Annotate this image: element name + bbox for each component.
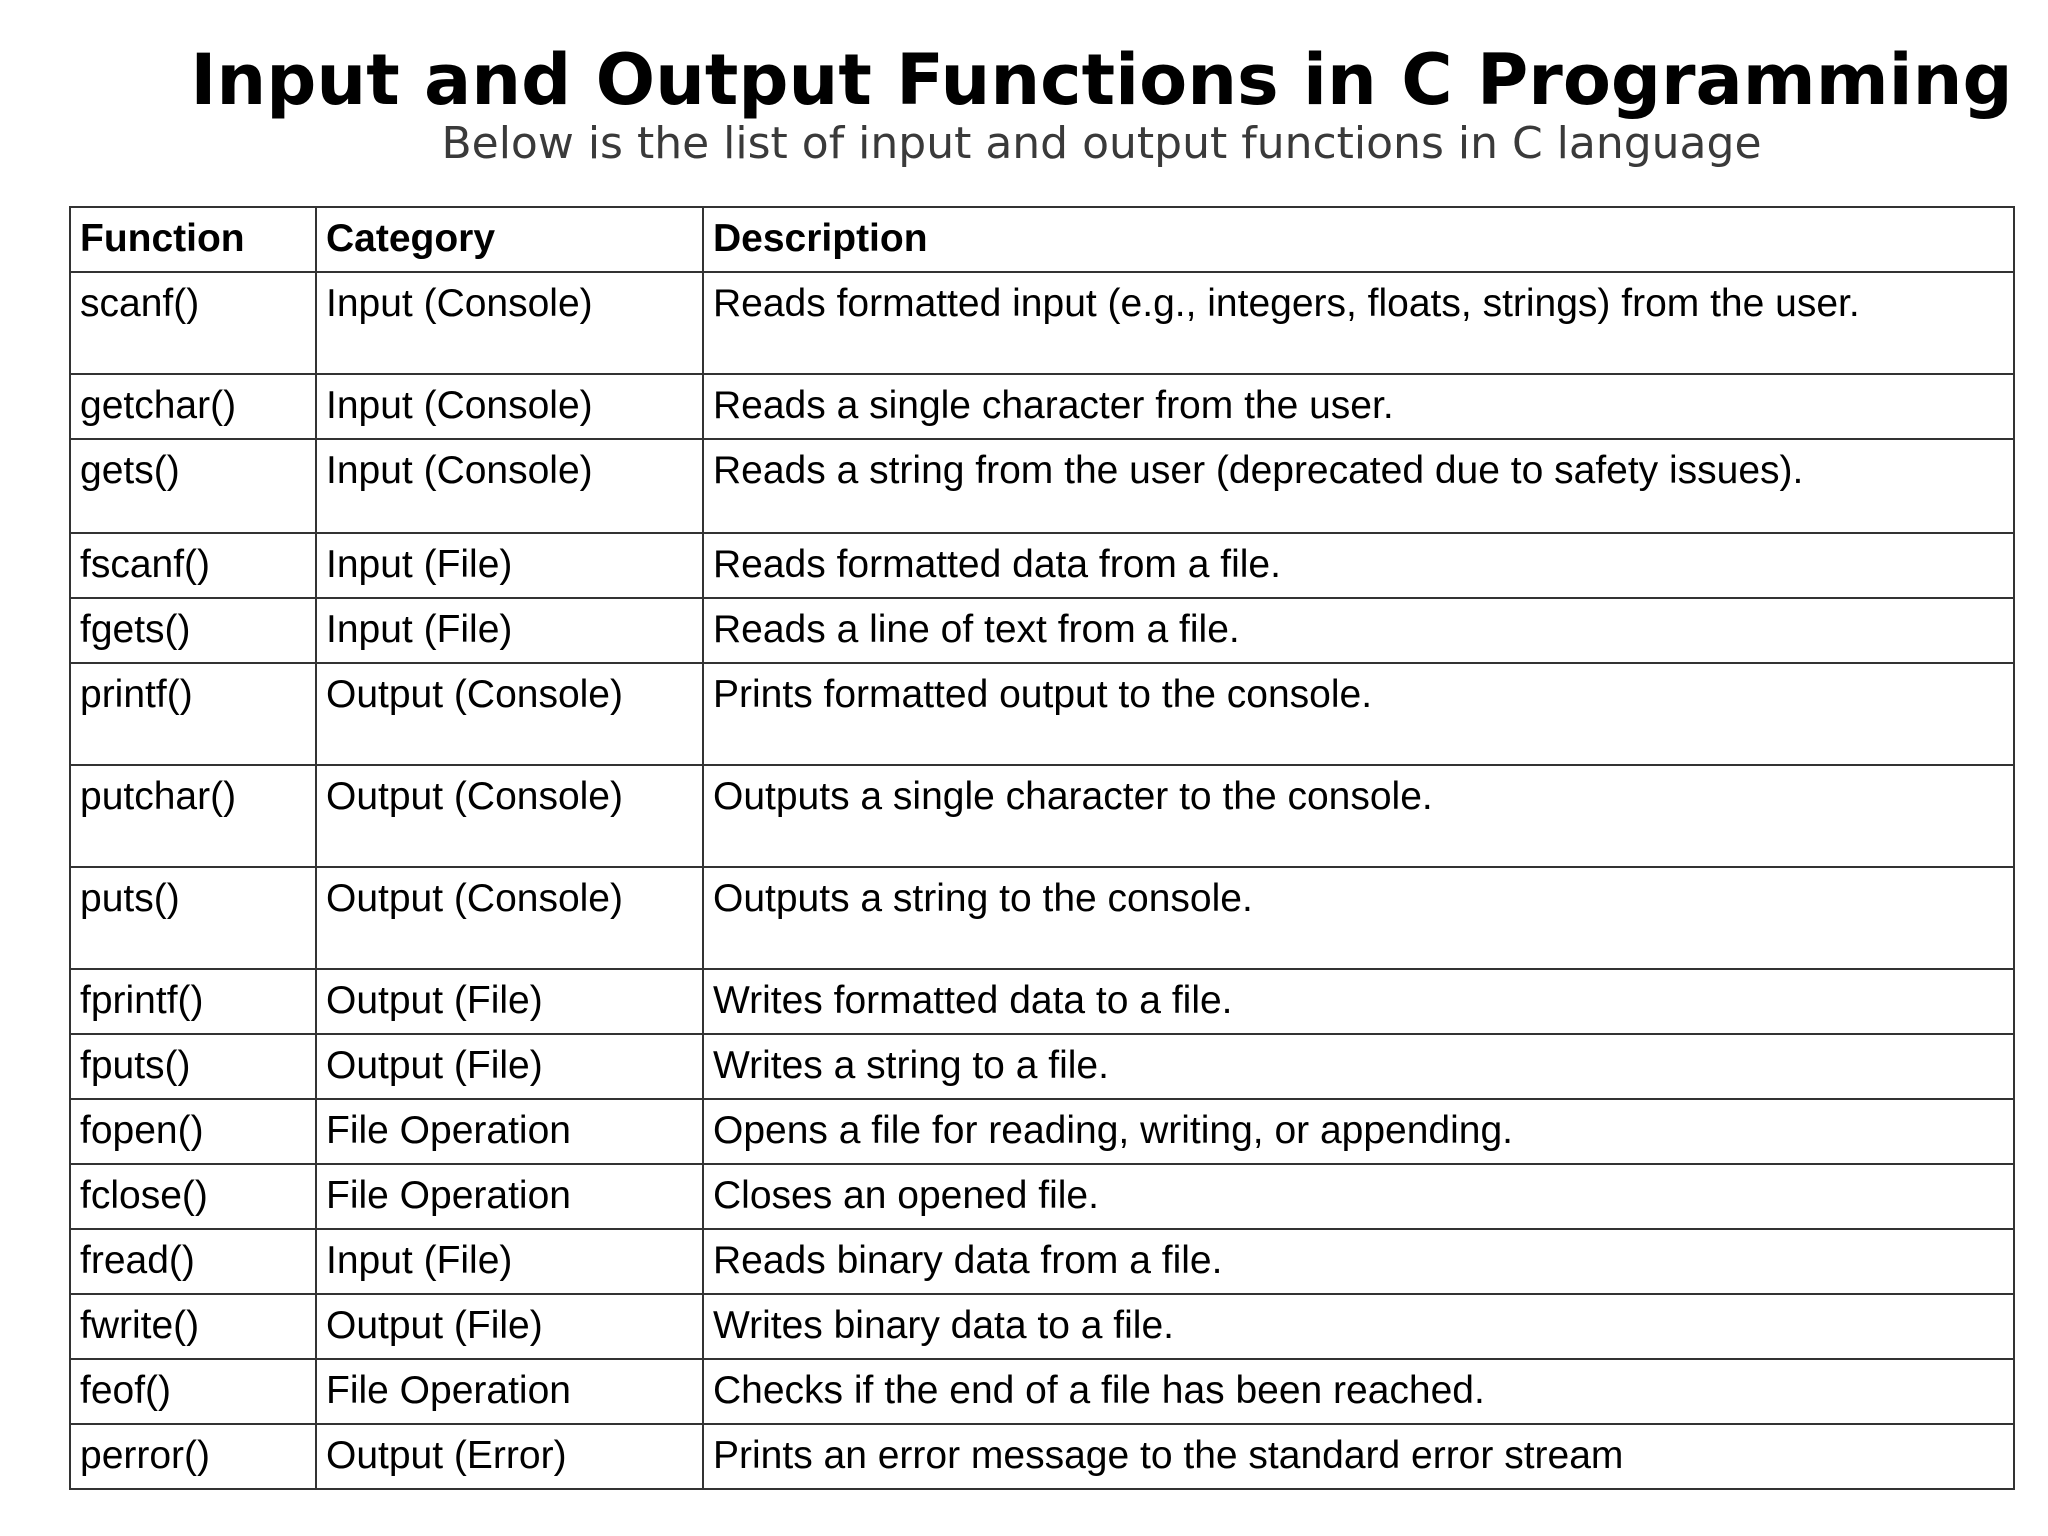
cell-category: File Operation — [316, 1164, 703, 1229]
cell-description: Reads formatted data from a file. — [703, 533, 2014, 598]
cell-description: Writes binary data to a file. — [703, 1294, 2014, 1359]
cell-category: Input (Console) — [316, 272, 703, 374]
table-row — [70, 1034, 2014, 1099]
header-function: Function — [70, 207, 316, 272]
cell-category: Output (File) — [316, 1294, 703, 1359]
table-row — [70, 1294, 2014, 1359]
page-subtitle: Below is the list of input and output functions in C language — [441, 118, 1762, 169]
table-row — [70, 1229, 2014, 1294]
cell-description: Reads a line of text from a file. — [703, 598, 2014, 663]
table-row — [70, 867, 2014, 969]
cell-category: File Operation — [316, 1359, 703, 1424]
cell-function: fprintf() — [70, 969, 316, 1034]
table-row — [70, 1359, 2014, 1424]
cell-function: fopen() — [70, 1099, 316, 1164]
cell-category: Input (Console) — [316, 439, 703, 533]
cell-category: Output (File) — [316, 1034, 703, 1099]
cell-function: getchar() — [70, 374, 316, 439]
cell-function: feof() — [70, 1359, 316, 1424]
cell-category: Input (File) — [316, 533, 703, 598]
cell-category: Output (Console) — [316, 663, 703, 765]
table-row — [70, 1099, 2014, 1164]
cell-category: Input (Console) — [316, 374, 703, 439]
cell-function: fscanf() — [70, 533, 316, 598]
cell-description: Reads a single character from the user. — [703, 374, 2014, 439]
functions-table — [69, 206, 2015, 1490]
cell-category: Output (Console) — [316, 765, 703, 867]
cell-description: Opens a file for reading, writing, or appending. — [703, 1099, 2014, 1164]
header-description: Description — [703, 207, 2014, 272]
cell-function: putchar() — [70, 765, 316, 867]
table-row — [70, 272, 2014, 374]
cell-category: File Operation — [316, 1099, 703, 1164]
cell-description: Reads formatted input (e.g., integers, floats, strings) from the user. — [703, 272, 2014, 374]
cell-function: fwrite() — [70, 1294, 316, 1359]
cell-function: fclose() — [70, 1164, 316, 1229]
cell-description: Outputs a string to the console. — [703, 867, 2014, 969]
cell-function: scanf() — [70, 272, 316, 374]
cell-category: Input (File) — [316, 1229, 703, 1294]
cell-description: Prints an error message to the standard error stream — [703, 1424, 2014, 1489]
table-row — [70, 374, 2014, 439]
table-row — [70, 765, 2014, 867]
cell-description: Closes an opened file. — [703, 1164, 2014, 1229]
cell-function: perror() — [70, 1424, 316, 1489]
cell-function: gets() — [70, 439, 316, 533]
cell-description: Reads binary data from a file. — [703, 1229, 2014, 1294]
cell-function: fread() — [70, 1229, 316, 1294]
table-row — [70, 1424, 2014, 1489]
cell-category: Output (File) — [316, 969, 703, 1034]
table-row — [70, 663, 2014, 765]
cell-description: Writes a string to a file. — [703, 1034, 2014, 1099]
cell-function: puts() — [70, 867, 316, 969]
table-row — [70, 598, 2014, 663]
table-row — [70, 533, 2014, 598]
header-category: Category — [316, 207, 703, 272]
cell-function: fputs() — [70, 1034, 316, 1099]
table-row — [70, 969, 2014, 1034]
table-row — [70, 439, 2014, 533]
page-title: Input and Output Functions in C Programming — [190, 39, 2013, 121]
cell-description: Prints formatted output to the console. — [703, 663, 2014, 765]
cell-description: Reads a string from the user (deprecated due to safety issues). — [703, 439, 2014, 533]
cell-description: Checks if the end of a file has been reached. — [703, 1359, 2014, 1424]
cell-category: Output (Console) — [316, 867, 703, 969]
cell-description: Outputs a single character to the console. — [703, 765, 2014, 867]
cell-category: Output (Error) — [316, 1424, 703, 1489]
cell-function: printf() — [70, 663, 316, 765]
table-header-row — [70, 207, 2014, 272]
table-row — [70, 1164, 2014, 1229]
cell-function: fgets() — [70, 598, 316, 663]
cell-description: Writes formatted data to a file. — [703, 969, 2014, 1034]
cell-category: Input (File) — [316, 598, 703, 663]
